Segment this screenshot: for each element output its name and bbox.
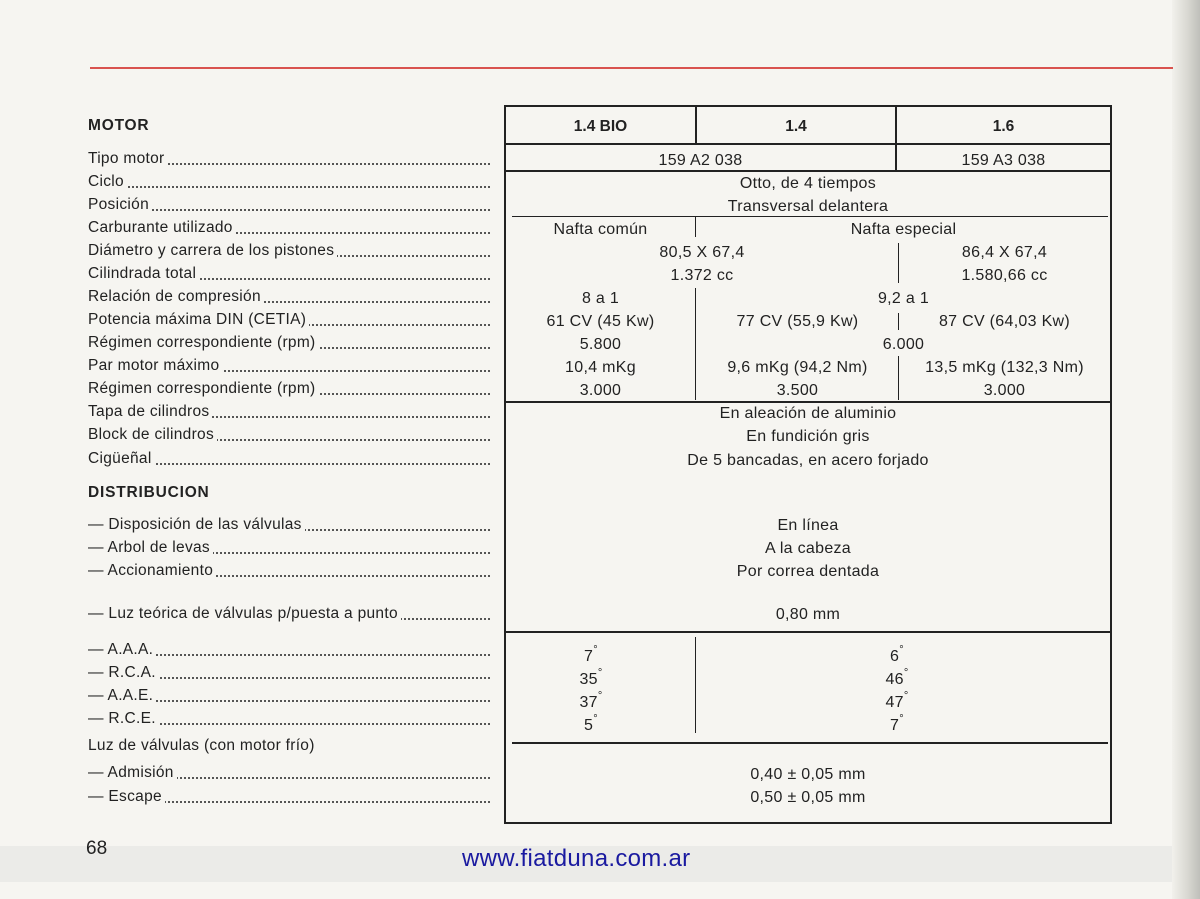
par-1-4: 9,6 mKg (94,2 Nm)	[727, 359, 868, 376]
aae-especial: 47°	[885, 690, 909, 711]
rce-especial: 7°	[890, 713, 904, 734]
tipo-1-4: 159 A2 038	[658, 152, 743, 169]
divider	[504, 143, 1112, 145]
relacion-bio: 8 a 1	[581, 290, 620, 307]
label-regimen-potencia: Régimen correspondiente (rpm)	[88, 331, 490, 354]
label-accionamiento: — Accionamiento	[88, 559, 490, 582]
regimen-par-bio: 3.000	[579, 382, 622, 399]
arbol-value: A la cabeza	[764, 540, 852, 557]
divider	[695, 105, 697, 145]
potencia-1-4: 77 CV (55,9 Kw)	[736, 313, 859, 330]
divider	[695, 637, 696, 733]
book-spine	[1172, 0, 1200, 899]
potencia-bio: 61 CV (45 Kw)	[546, 313, 655, 330]
label-rce: — R.C.E.	[88, 707, 490, 730]
carburante-bio: Nafta común	[553, 221, 648, 238]
col-header-14bio: 1.4 BIO	[573, 118, 628, 135]
block-value: En fundición gris	[746, 428, 870, 445]
page-number: 68	[86, 838, 108, 859]
divider	[512, 216, 1108, 217]
label-posicion: Posición	[88, 193, 490, 216]
col-header-16: 1.6	[992, 118, 1015, 135]
divider	[512, 742, 1108, 744]
label-carburante: Carburante utilizado	[88, 216, 490, 239]
label-cilindrada: Cilindrada total	[88, 262, 490, 285]
divider	[506, 631, 1110, 633]
col-header-14: 1.4	[785, 118, 807, 135]
label-block: Block de cilindros	[88, 423, 490, 446]
motor-heading: MOTOR	[88, 114, 490, 137]
accionamiento-value: Por correa dentada	[736, 563, 880, 580]
divider	[695, 217, 696, 237]
label-disposicion: — Disposición de las válvulas	[88, 513, 490, 536]
divider	[695, 288, 696, 400]
diametro-1-4: 80,5 X 67,4	[659, 244, 745, 261]
regimen-par-1-6: 3.000	[983, 382, 1026, 399]
label-escape: — Escape	[88, 785, 490, 808]
regimen-bio: 5.800	[579, 336, 622, 353]
label-potencia: Potencia máxima DIN (CETIA)	[88, 308, 490, 331]
potencia-1-6: 87 CV (64,03 Kw)	[938, 313, 1071, 330]
cilindrada-1-4: 1.372 cc	[670, 267, 734, 284]
escape-value: 0,50 ± 0,05 mm	[750, 789, 866, 806]
cilindrada-1-6: 1.580,66 cc	[961, 267, 1048, 284]
label-ciguenal: Cigüeñal	[88, 447, 490, 470]
regimen-especial: 6.000	[882, 336, 925, 353]
label-luz-teorica: — Luz teórica de válvulas p/puesta a punto	[88, 602, 490, 625]
label-par-motor: Par motor máximo	[88, 354, 490, 377]
regimen-par-1-4: 3.500	[776, 382, 819, 399]
aaa-especial: 6°	[890, 644, 904, 665]
diametro-1-6: 86,4 X 67,4	[961, 244, 1048, 261]
label-tapa: Tapa de cilindros	[88, 400, 490, 423]
aae-bio: 37°	[579, 690, 603, 711]
distribucion-heading: DISTRIBUCION	[88, 481, 490, 504]
aaa-bio: 7°	[584, 644, 598, 665]
par-1-6: 13,5 mKg (132,3 Nm)	[925, 359, 1084, 376]
label-arbol: — Arbol de levas	[88, 536, 490, 559]
ciguenal-value: De 5 bancadas, en acero forjado	[687, 452, 929, 469]
label-regimen-par: Régimen correspondiente (rpm)	[88, 377, 490, 400]
label-admision: — Admisión	[88, 761, 490, 784]
tapa-value: En aleación de aluminio	[719, 405, 897, 422]
rce-bio: 5°	[584, 713, 598, 734]
disposicion-value: En línea	[777, 517, 839, 534]
label-relacion: Relación de compresión	[88, 285, 490, 308]
par-bio: 10,4 mKg	[565, 359, 636, 376]
luz-teorica-value: 0,80 mm	[775, 606, 841, 623]
label-tipo-motor: Tipo motor	[88, 147, 490, 170]
admision-value: 0,40 ± 0,05 mm	[750, 766, 866, 783]
label-aaa: — A.A.A.	[88, 638, 490, 661]
relacion-especial: 9,2 a 1	[877, 290, 930, 307]
footer-url[interactable]: www.fiatduna.com.ar	[462, 845, 691, 872]
carburante-especial: Nafta especial	[850, 221, 957, 238]
label-rca: — R.C.A.	[88, 661, 490, 684]
posicion-value: Transversal delantera	[727, 198, 889, 215]
label-luz-frio: Luz de válvulas (con motor frío)	[88, 734, 490, 757]
rca-especial: 46°	[885, 667, 909, 688]
label-ciclo: Ciclo	[88, 170, 490, 193]
rca-bio: 35°	[579, 667, 603, 688]
label-aae: — A.A.E.	[88, 684, 490, 707]
ciclo-value: Otto, de 4 tiempos	[739, 175, 877, 192]
label-diametro: Diámetro y carrera de los pistones	[88, 239, 490, 262]
header-rule	[90, 67, 1173, 69]
tipo-1-6: 159 A3 038	[961, 152, 1046, 169]
